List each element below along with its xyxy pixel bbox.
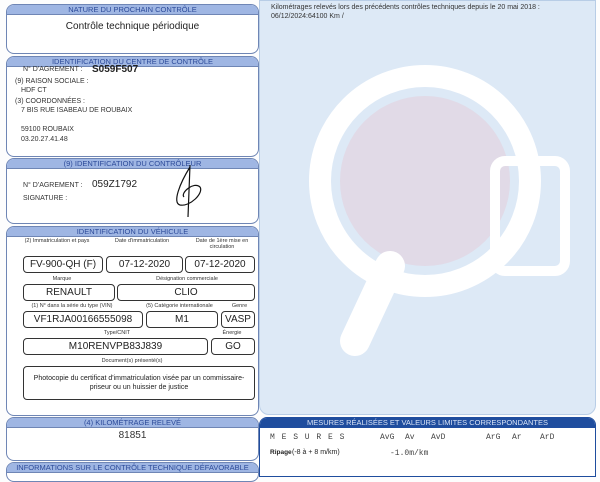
type-label: Type/CNIT [103, 330, 131, 336]
signature-image [170, 163, 210, 219]
ripage-label: Ripage [270, 449, 292, 456]
address-line1: 7 BIS RUE ISABEAU DE ROUBAIX [21, 107, 133, 114]
controleur-header: (9) IDENTIFICATION DU CONTRÔLEUR [7, 159, 258, 169]
vin-field: VF1RJA00166555098 [23, 311, 143, 328]
signature-label: SIGNATURE : [23, 195, 68, 202]
kilometrage-value: 81851 [118, 430, 147, 441]
nature-header: NATURE DU PROCHAIN CONTRÔLE [7, 5, 258, 15]
kilometrage-panel [6, 417, 259, 461]
designation-field: CLIO [117, 284, 255, 301]
centre-agrement-label: N° D'AGREMENT : [23, 66, 83, 73]
genre-label: Genre [231, 303, 248, 309]
col-avg: AvG [380, 433, 395, 442]
date-immat-label: Date d'immatriculation [114, 238, 170, 244]
date-immat-field: 07-12-2020 [106, 256, 183, 273]
controleur-panel [6, 158, 259, 224]
nature-panel [6, 4, 259, 54]
mesures-header: MESURES RÉALISÉES ET VALEURS LIMITES CORRESPONDANTES [260, 418, 595, 428]
historique-line1: Kilométrages relevés lors des précédents contrôles techniques depuis le 20 mai 2018 : [271, 4, 540, 11]
documents-field: Photocopie du certificat d'immatriculation visée par un commissaire-priseur ou un huissier de justice [23, 366, 255, 400]
mesures-title: M E S U R E S [270, 433, 346, 442]
controleur-agrement: 059Z1792 [92, 179, 138, 190]
designation-label: Désignation commerciale [156, 276, 218, 282]
immat-label: (2) Immatriculation et pays [24, 238, 90, 244]
vehicule-header: IDENTIFICATION DU VÉHICULE [7, 227, 258, 237]
historique-text [271, 3, 540, 21]
energie-field: GO [211, 338, 255, 355]
date-circ-label: Date de 1ère mise en circulation [195, 238, 249, 250]
historique-line2: 06/12/2024:64100 Km / [271, 13, 344, 20]
vehicule-panel [6, 226, 259, 416]
col-ard: ArD [540, 433, 555, 442]
kilometrage-header: (4) KILOMÉTRAGE RELEVÉ [7, 418, 258, 428]
coord-label: (3) COORDONNÉES : [15, 98, 86, 105]
genre-field: VASP [221, 311, 255, 328]
categorie-label: (5) Catégorie internationale [146, 303, 213, 309]
col-av: Av [405, 433, 415, 442]
magnifier-watermark-icon [295, 41, 595, 381]
col-avd: AvD [431, 433, 446, 442]
date-circ-field: 07-12-2020 [185, 256, 255, 273]
controleur-agrement-label: N° D'AGREMENT : [23, 182, 83, 189]
vin-label: (1) N° dans la série du type (VIN) [31, 303, 113, 309]
marque-label: Marque [52, 276, 72, 282]
immat-field: FV-900-QH (F) [23, 256, 103, 273]
categorie-field: M1 [146, 311, 218, 328]
nature-value: Contrôle technique périodique [65, 21, 200, 32]
documents-label: Document(s) présenté(s) [101, 358, 163, 364]
col-arg: ArG [486, 433, 501, 442]
historique-panel [259, 0, 596, 415]
address-line2: 59100 ROUBAIX [21, 126, 74, 133]
centre-agrement: S059F507 [92, 64, 139, 75]
raison: HDF CT [21, 87, 47, 94]
centre-header: IDENTIFICATION DU CENTRE DE CONTRÔLE [7, 57, 258, 67]
marque-field: RENAULT [23, 284, 115, 301]
raison-label: (9) RAISON SOCIALE : [15, 78, 89, 85]
phone: 03.20.27.41.48 [21, 136, 68, 143]
energie-label: Énergie [222, 330, 242, 336]
type-field: M10RENVPB83J839 [23, 338, 208, 355]
centre-panel [6, 56, 259, 157]
col-ar: Ar [512, 433, 522, 442]
mesures-panel [259, 417, 596, 477]
info-header: INFORMATIONS SUR LE CONTRÔLE TECHNIQUE DÉFAVORABLE [7, 463, 258, 473]
info-panel [6, 462, 259, 482]
ripage-value: -1.0m/km [390, 449, 429, 458]
ripage-range: (-8 à + 8 m/km) [292, 449, 340, 456]
